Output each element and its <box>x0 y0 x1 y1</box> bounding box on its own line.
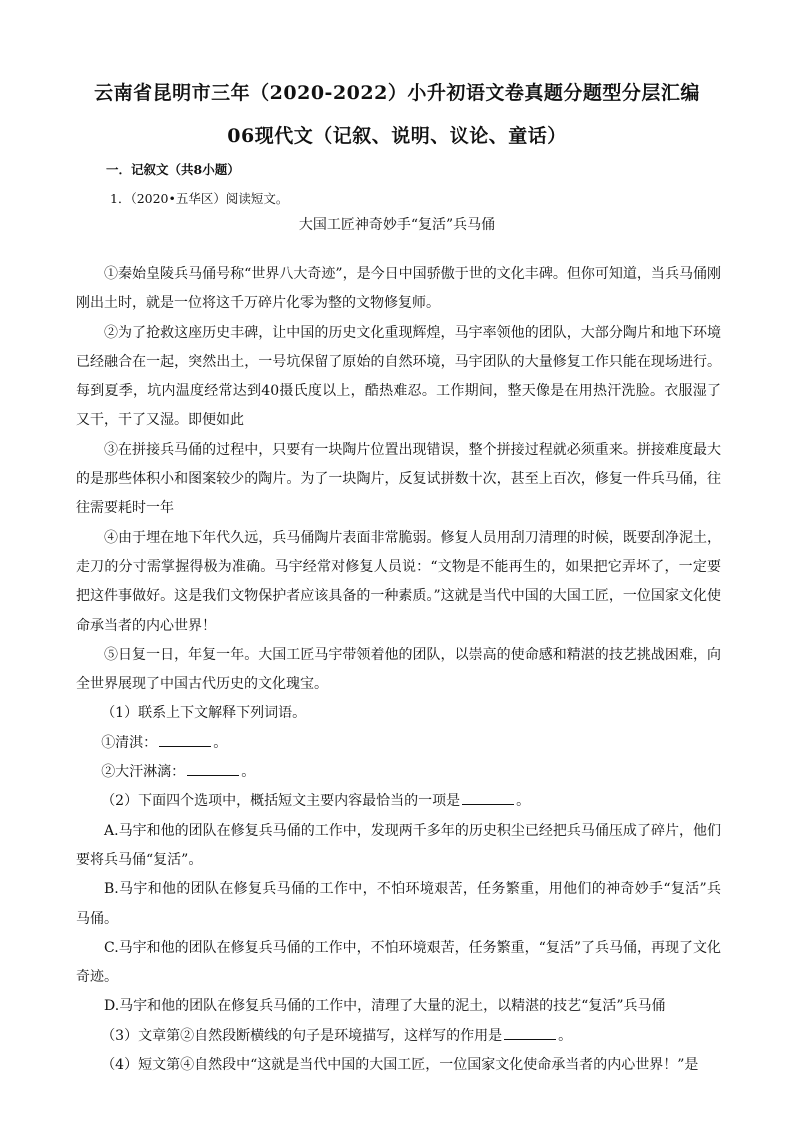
sub-question-3-prompt: （3）文章第②自然段断横线的句子是环境描写，这样写的作用是 <box>101 1027 503 1044</box>
document-title-line1: 云南省昆明市三年（2020-2022）小升初语文卷真题分题型分层汇编 <box>94 82 700 104</box>
sub-question-1 <box>76 699 721 728</box>
answer-blank[interactable] <box>159 732 211 747</box>
paragraph-1: ①秦始皇陵兵马俑号称“世界八大奇迹”，是今日中国骄傲于世的文化丰碑。但你可知道，当兵马俑刚刚出土时，就是一位将这千万碎片化零为整的文物修复师。 <box>76 266 721 312</box>
answer-blank[interactable] <box>504 1025 556 1040</box>
paragraph-2: ②为了抢救这座历史丰碑，让中国的历史文化重现辉煌，马宇率领他的团队，大部分陶片和地下环境已经融合在一起，突然出土，一号坑保留了原始的自然环境，马宇团队的大量修复工作只能在现场进行。每到夏季，坑内温度经常达到40摄氏度以上，酷热难忍。工作期间，整天像是在用热汗洗脸。衣服湿了又干，干了又湿。即便如此 <box>76 324 721 429</box>
answer-blank[interactable] <box>462 790 514 805</box>
option-d: D.马宇和他的团队在修复兵马俑的工作中，清理了大量的泥土，以精湛的技艺“复活”兵马俑 <box>104 998 666 1015</box>
sub-question-1a: ①清淇： 。 <box>76 729 721 758</box>
sub-question-4 <box>76 1051 721 1080</box>
option-c: C.马宇和他的团队在修复兵马俑的工作中，不怕环境艰苦，任务繁重，“复活”了兵马俑，再现了文化奇迹。 <box>76 939 721 986</box>
option-a: A.马宇和他的团队在修复兵马俑的工作中，发现两千多年的历史积尘已经把兵马俑压成了碎片，他们要将兵马俑“复活”。 <box>76 822 721 868</box>
passage-title: 大国工匠神奇妙手“复活”兵马俑 <box>298 217 496 233</box>
sub-question-1b-label: ②大汗淋漓： <box>101 764 186 781</box>
section-heading: 一．记叙文（共8小题） <box>106 162 240 177</box>
sub-question-1-prompt: （1）联系上下文解释下列词语。 <box>101 705 307 722</box>
paragraph-5: ⑤日复一日，年复一年。大国工匠马宇带领着他的团队，以崇高的使命感和精湛的技艺挑战困难，向全世界展现了中国古代历史的文化瑰宝。 <box>76 646 721 693</box>
sub-question-3: （3）文章第②自然段断横线的句子是环境描写，这样写的作用是 。 <box>76 1022 721 1051</box>
paragraph-3: ③在拼接兵马俑的过程中，只要有一块陶片位置出现错误，整个拼接过程就必须重来。拼接难度最大的是那些体积小和图案较少的陶片。为了一块陶片，反复试拼数十次，甚至上百次，修复一件兵马俑，往往需要耗时一年 <box>76 441 721 517</box>
sub-question-4-prompt: （4）短文第④自然段中“这就是当代中国的大国工匠，一位国家文化使命承当者的内心世界！”是 <box>101 1057 699 1074</box>
paragraph-4: ④由于埋在地下年代久远，兵马俑陶片表面非常脆弱。修复人员用刮刀清理的时候，既要刮净泥土，走刀的分寸需掌握得极为准确。马宇经常对修复人员说：“文物是不能再生的，如果把它弄坏了，一定要把这件事做好。这是我们文物保护者应该具备的一种素质。”这就是当代中国的大国工匠，一位国家文化使命承当者的内心世界！ <box>76 529 721 634</box>
sub-question-1a-label: ①清淇： <box>101 734 158 751</box>
sub-question-2: （2）下面四个选项中，概括短文主要内容最恰当的一项是 。 <box>76 787 721 816</box>
sub-question-2-prompt: （2）下面四个选项中，概括短文主要内容最恰当的一项是 <box>101 793 461 810</box>
answer-blank[interactable] <box>187 761 239 776</box>
document-title-line2: 06现代文（记叙、说明、议论、童话） <box>227 125 567 147</box>
question-header: 1．（2020•五华区）阅读短文。 <box>110 191 289 206</box>
passage-body <box>76 260 721 1080</box>
option-b: B.马宇和他的团队在修复兵马俑的工作中，不怕环境艰苦，任务繁重，用他们的神奇妙手“复活”兵马俑。 <box>76 881 721 927</box>
sub-question-1b: ②大汗淋漓： 。 <box>76 758 721 787</box>
